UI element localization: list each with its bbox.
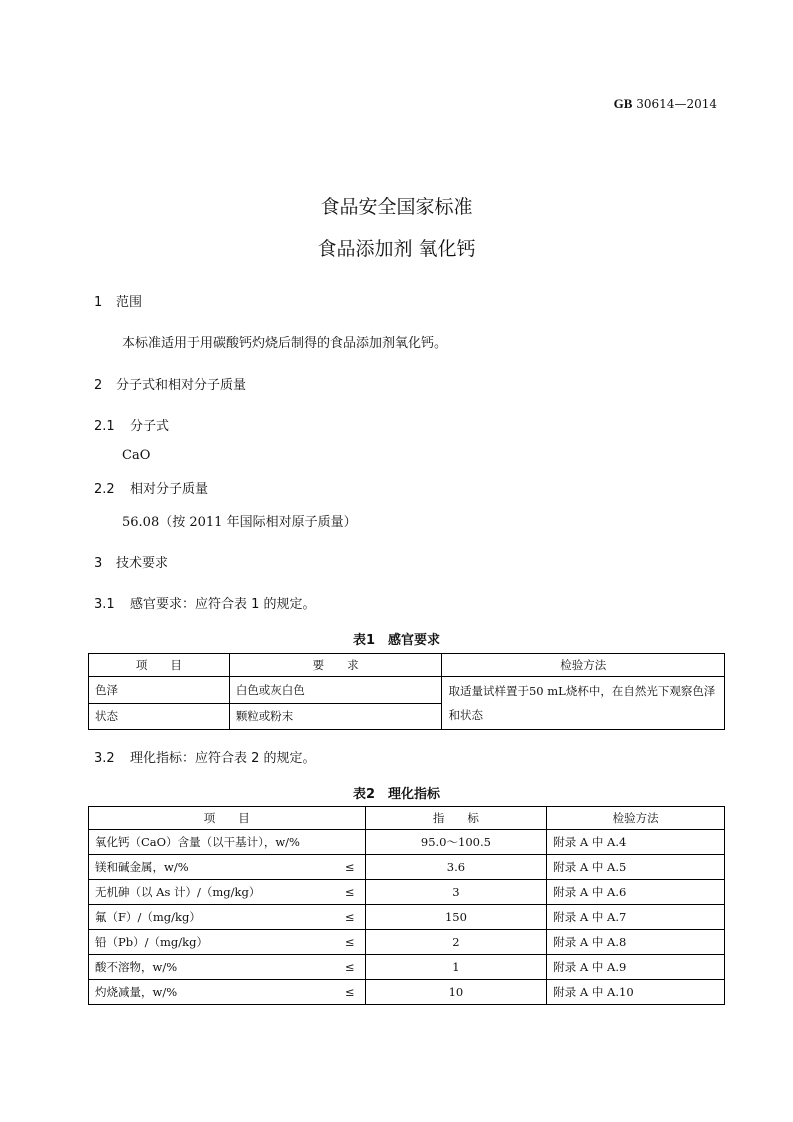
table-row [89,905,725,930]
molecular-formula: CaO [122,448,151,463]
le-symbol: ≤ [344,910,355,924]
table-row [89,930,725,955]
method-cell: 附录 A 中 A.7 [547,905,725,930]
item-label: 氟（F）/（mg/kg） [95,910,201,924]
section-title: 技术要求 [116,556,169,571]
document-title: 食品安全国家标准 [320,196,473,218]
table-1-sensory [88,653,725,730]
table-row [89,855,725,880]
section-2-heading [94,374,246,393]
value-cell: 95.0～100.5 [365,830,547,855]
section-3-heading [94,552,168,571]
document-subtitle: 食品添加剂 氧化钙 [317,238,476,260]
table-row [89,880,725,905]
item-cell [89,930,366,955]
item-label: 铅（Pb）/（mg/kg） [95,935,208,949]
method-cell: 附录 A 中 A.5 [547,855,725,880]
item-cell: 色泽 [89,677,230,704]
section-number: 2.1 [94,419,115,434]
item-cell [89,855,366,880]
item-cell [89,905,366,930]
header-cell: 指 标 [365,807,547,830]
section-title: 分子式和相对分子质量 [116,378,247,393]
method-cell: 附录 A 中 A.4 [547,830,725,855]
table-2-physicochemical [88,806,725,1005]
method-cell: 取适量试样置于50 mL烧杯中，在自然光下观察色泽和状态 [442,677,725,730]
molecular-weight: 56.08（按 2011 年国际相对原子质量） [122,515,357,530]
method-cell: 附录 A 中 A.10 [547,980,725,1005]
value-cell: 1 [365,955,547,980]
section-title: 范围 [116,295,143,310]
section-number: 3 [94,556,103,571]
item-label: 酸不溶物，w/% [95,960,178,974]
section-number: 2 [94,378,103,393]
standard-prefix: GB [613,96,633,111]
item-label: 灼烧减量，w/% [95,985,178,999]
value-cell: 3 [365,880,547,905]
section-2-2-heading [94,478,208,497]
section-title: 理化指标：应符合表 2 的规定。 [130,751,316,766]
section-3-1-heading [94,593,316,612]
le-symbol: ≤ [344,885,355,899]
section-title: 分子式 [130,419,170,434]
standard-number: 30614—2014 [636,97,717,111]
standard-code [614,96,717,112]
header-cell: 检验方法 [547,807,725,830]
section-number: 2.2 [94,482,115,497]
header-cell: 要 求 [229,654,442,677]
requirement-cell: 白色或灰白色 [229,677,442,704]
section-number: 3.2 [94,751,115,766]
le-symbol: ≤ [344,985,355,999]
requirement-cell: 颗粒或粉末 [229,703,442,730]
method-cell: 附录 A 中 A.8 [547,930,725,955]
section-3-2-heading [94,747,316,766]
table-row [89,980,725,1005]
le-symbol: ≤ [344,960,355,974]
value-cell: 150 [365,905,547,930]
header-cell: 项 目 [89,807,366,830]
method-cell: 附录 A 中 A.6 [547,880,725,905]
section-1-heading [94,291,142,310]
section-title: 感官要求：应符合表 1 的规定。 [130,597,316,612]
value-cell: 10 [365,980,547,1005]
table-1-caption: 表1 感官要求 [352,633,441,648]
section-1-text: 本标准适用于用碳酸钙灼烧后制得的食品添加剂氧化钙。 [122,336,448,351]
header-cell: 检验方法 [442,654,725,677]
value-cell: 2 [365,930,547,955]
section-title: 相对分子质量 [130,482,209,497]
method-cell: 附录 A 中 A.9 [547,955,725,980]
item-label: 氧化钙（CaO）含量（以干基计），w/% [95,835,300,849]
item-label: 无机砷（以 As 计）/（mg/kg） [95,885,261,899]
item-cell [89,955,366,980]
item-cell [89,830,366,855]
section-2-1-heading [94,415,169,434]
item-cell: 状态 [89,703,230,730]
table-header-row [89,807,725,830]
section-number: 3.1 [94,597,115,612]
le-symbol: ≤ [344,860,355,874]
item-cell [89,980,366,1005]
table-row [89,677,725,704]
table-row [89,955,725,980]
section-number: 1 [94,295,103,310]
table-header-row [89,654,725,677]
header-cell: 项 目 [89,654,230,677]
table-2-caption: 表2 理化指标 [352,787,441,802]
table-row [89,830,725,855]
le-symbol: ≤ [344,935,355,949]
item-cell [89,880,366,905]
item-label: 镁和碱金属，w/% [95,860,189,874]
value-cell: 3.6 [365,855,547,880]
